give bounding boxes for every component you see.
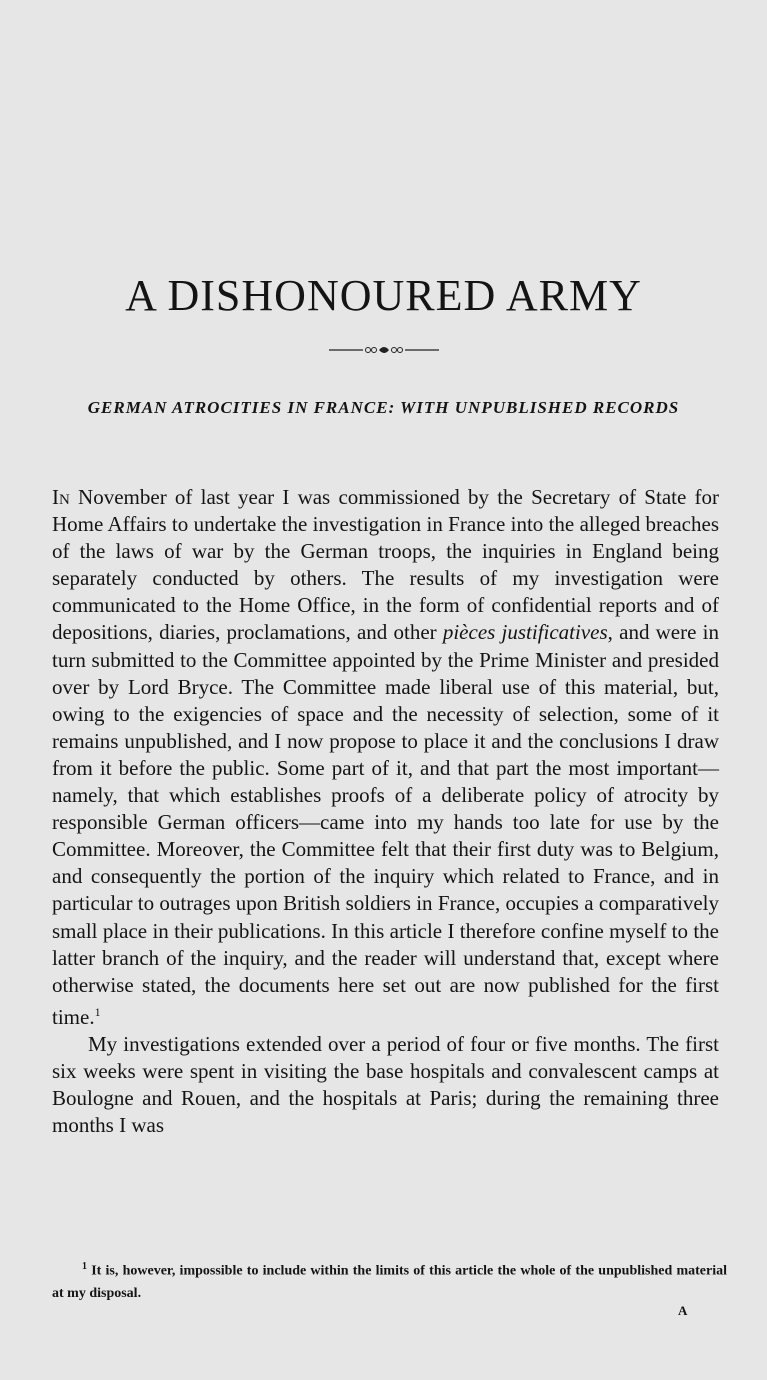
footnote-ref[interactable]: 1 [94, 1004, 101, 1019]
signature-mark: A [678, 1303, 688, 1318]
paragraph-1 [52, 484, 719, 1031]
footnote-text: It is, however, impossible to include within the limits of this article the whole of the unpublished material at my disposal. [52, 1263, 727, 1301]
paragraph-1-text-b: , and were in turn submitted to the Committee appointed by the Prime Minister and presided over by Lord Bryce. The Committee made liberal use of this material, but, owing to the exigencies of space and the necessity of selection, some of it remains unpublished, and I now propose to place it and the conclusions I draw from it before the public. Some part of it, and that part the most important—namely, that which establishes proofs of a deliberate policy of atrocity by responsible German officers—came into my hands too late for use by the Committee. Moreover, the Committee felt that their first duty was to Belgium, and consequently the portion of the inquiry which related to France, and in particular to outrages upon British soldiers in France, occupies a comparatively small place in their publications. In this article I therefore confine myself to the latter branch of the inquiry, and the reader will understand that, except where otherwise stated, the documents here set out are now published for the first time. [52, 620, 719, 1029]
footnote [52, 1256, 727, 1305]
paragraph-1-italic: pièces justificatives [442, 620, 608, 645]
paragraph-1-text-a: November of last year I was commissioned by the Secretary of State for Home Affairs to undertake the investigation in France into the alleged breaches of the laws of war by the German troops, the inquiries in England being separately conducted by others. The results of my investigation were communicated to the Home Office, in the form of confidential reports and of depositions, diaries, proclamations, and other [52, 485, 719, 645]
drop-initial: In [52, 485, 70, 509]
footnote-marker: 1 [82, 1261, 87, 1272]
paragraph-2: My investigations extended over a period of four or five months. The first six weeks were spent in visiting the base hospitals and convalescent camps at Boulogne and Rouen, and the hospitals at Paris; during the remaining three months I was [52, 1031, 719, 1138]
page-title: A DISHONOURED ARMY [125, 271, 642, 320]
ornament-divider-icon [329, 343, 439, 357]
title-ornament [0, 343, 767, 363]
article-body [52, 484, 719, 1139]
article-subtitle: GERMAN ATROCITIES IN FRANCE: WITH UNPUBLISHED RECORDS [87, 398, 680, 417]
